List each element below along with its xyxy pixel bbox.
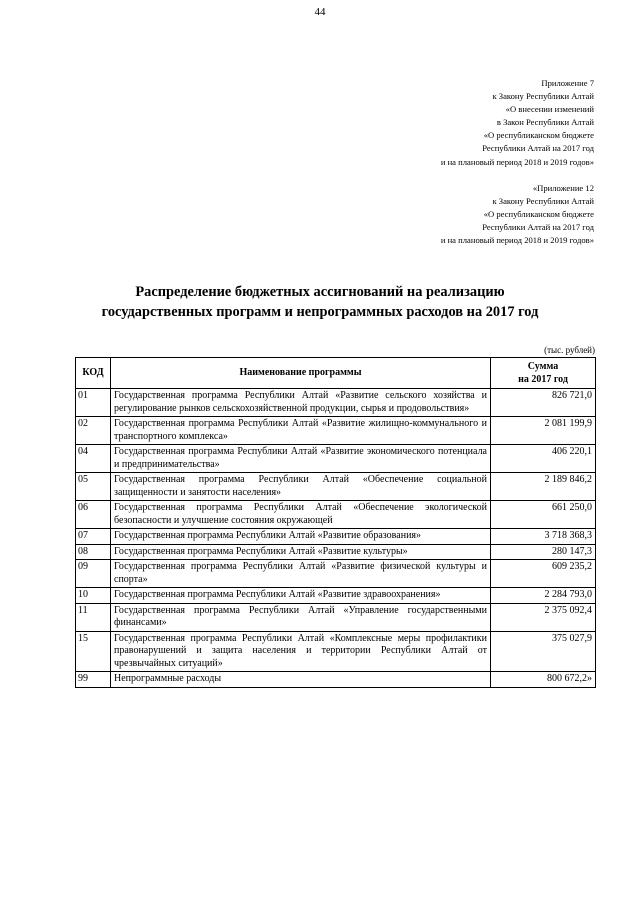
row-amount: 609 235,2 (491, 560, 596, 588)
table-row (76, 501, 596, 529)
annex-current-block (441, 77, 594, 169)
annex-new-line: «Приложение 12 (532, 183, 594, 193)
row-code: 01 (76, 389, 111, 417)
annex-current-line: и на плановый период 2018 и 2019 годов» (440, 156, 594, 167)
row-amount: 406 220,1 (491, 445, 596, 473)
title-line: государственных программ и непрограммных расходов на 2017 год (101, 304, 539, 320)
budget-table (75, 357, 596, 688)
row-amount: 2 284 793,0 (491, 588, 596, 604)
row-amount: 375 027,9 (491, 631, 596, 672)
units-note: (тыс. рублей) (544, 345, 595, 355)
annex-new-line: «О республиканском бюджете (483, 209, 594, 220)
row-code: 02 (76, 417, 111, 445)
table-row (76, 389, 596, 417)
table-row (76, 529, 596, 545)
row-amount: 280 147,3 (491, 544, 596, 560)
annex-new-line: Республики Алтай на 2017 год (482, 222, 594, 233)
row-amount: 826 721,0 (491, 389, 596, 417)
row-name: Государственная программа Республики Алтай «Обеспечение социальной защищенности и занятости населения» (111, 473, 491, 501)
row-name: Государственная программа Республики Алтай «Комплексные меры профилактики правонарушений и защита населения и территории Республики Алтай от чрезвычайных ситуаций» (111, 631, 491, 672)
annex-new-line: к Закону Республики Алтай (492, 196, 594, 207)
row-code: 11 (76, 603, 111, 631)
table-row (76, 445, 596, 473)
row-name: Государственная программа Республики Алтай «Развитие экономического потенциала и предпринимательства» (111, 445, 491, 473)
table-row (76, 544, 596, 560)
header-amount-line1: Сумма (527, 361, 559, 372)
row-name: Государственная программа Республики Алтай «Развитие физической культуры и спорта» (111, 560, 491, 588)
row-name: Непрограммные расходы (111, 672, 491, 688)
table-row (76, 473, 596, 501)
row-name: Государственная программа Республики Алтай «Развитие здравоохранения» (111, 588, 491, 604)
row-code: 15 (76, 631, 111, 672)
annex-current-line: «О республиканском бюджете (483, 130, 594, 141)
row-code: 07 (76, 529, 111, 545)
row-amount: 2 189 846,2 (491, 473, 596, 501)
table-row (76, 631, 596, 672)
table-row (76, 588, 596, 604)
table-row (76, 560, 596, 588)
document-title (0, 282, 640, 322)
table-row (76, 417, 596, 445)
row-name: Государственная программа Республики Алтай «Управление государственными финансами» (111, 603, 491, 631)
header-amount (491, 358, 596, 389)
row-name: Государственная программа Республики Алтай «Развитие жилищно-коммунального и транспортного комплекса» (111, 417, 491, 445)
annex-current-line: в Закон Республики Алтай (496, 117, 594, 128)
row-amount: 2 375 092,4 (491, 603, 596, 631)
table-header-row (76, 358, 596, 389)
row-name: Государственная программа Республики Алтай «Развитие культуры» (111, 544, 491, 560)
annex-current-line: Приложение 7 (541, 78, 594, 88)
annex-new-block (441, 182, 594, 247)
row-code: 10 (76, 588, 111, 604)
row-amount: 3 718 368,3 (491, 529, 596, 545)
row-code: 99 (76, 672, 111, 688)
table-row (76, 672, 596, 688)
row-code: 09 (76, 560, 111, 588)
annex-current-line: Республики Алтай на 2017 год (482, 143, 594, 154)
header-name: Наименование программы (111, 358, 491, 389)
annex-current-line: «О внесении изменений (505, 104, 594, 115)
annex-new-line: и на плановый период 2018 и 2019 годов» (440, 235, 594, 246)
header-amount-line2: на 2017 год (518, 374, 568, 385)
row-code: 06 (76, 501, 111, 529)
row-amount: 800 672,2» (491, 672, 596, 688)
row-amount: 2 081 199,9 (491, 417, 596, 445)
title-line: Распределение бюджетных ассигнований на реализацию (135, 284, 505, 300)
annex-current-line: к Закону Республики Алтай (492, 91, 594, 102)
header-code: КОД (76, 358, 111, 389)
row-code: 08 (76, 544, 111, 560)
row-name: Государственная программа Республики Алтай «Обеспечение экологической безопасности и улучшение состояния окружающей (111, 501, 491, 529)
row-name: Государственная программа Республики Алтай «Развитие сельского хозяйства и регулирование рынков сельскохозяйственной продукции, сырья и продовольствия» (111, 389, 491, 417)
page-number: 44 (314, 6, 326, 18)
table-row (76, 603, 596, 631)
row-amount: 661 250,0 (491, 501, 596, 529)
row-code: 05 (76, 473, 111, 501)
row-name: Государственная программа Республики Алтай «Развитие образования» (111, 529, 491, 545)
row-code: 04 (76, 445, 111, 473)
